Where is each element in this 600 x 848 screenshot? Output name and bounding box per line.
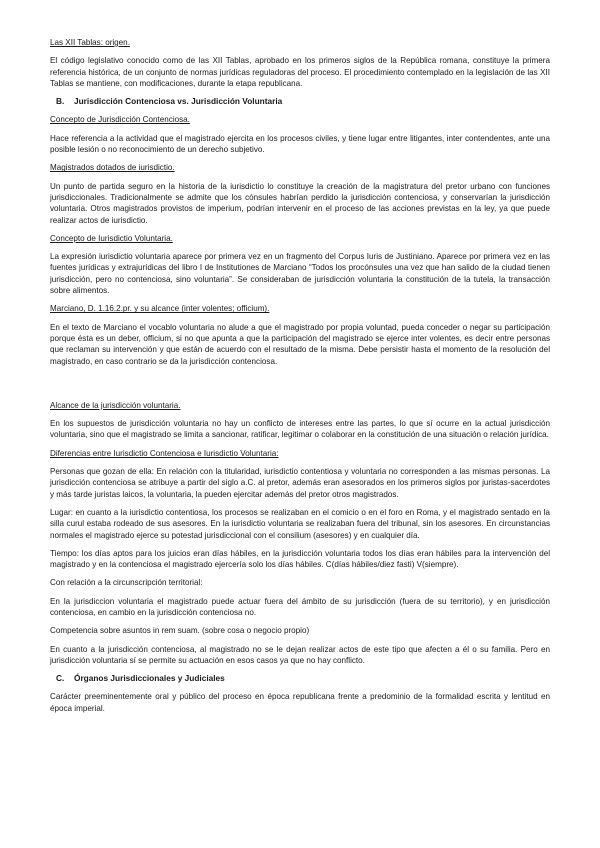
- paragraph: En cuanto a la jurisdicción contenciosa, al magistrado no se le dejan realizar actos de este tipo que afecten a él o su familia. Pero en jurisdicción voluntaria sí se permite su actuación en esos casos ya que no hay conflicto.: [50, 644, 550, 665]
- subsection-title: Magistrados dotados de iurisdictio.: [50, 163, 175, 173]
- section-letter: B.: [56, 96, 65, 107]
- section-heading: [50, 96, 550, 107]
- section-letter: C.: [56, 673, 65, 684]
- paragraph: Personas que gozan de ella: En relación con la titularidad, iurisdictio contentiosa y voluntaria no corresponden a las mismas personas. La jurisdicción contenciosa se atribuye a partir del siglo a.C. al pretor, además eran asesorados en los primeros siglos por juristas-sacerdotes y más tarde juristas laicos, la voluntaria, la pueden ejercitar además del pretor otros magistrados.: [50, 467, 550, 499]
- paragraph: Un punto de partida seguro en la historia de la iurisdictio lo constituye la creación de la magistratura del pretor urbano con funciones jurisdiccionales. Tradicionalmente se admite que los cónsules habrían perdido la jurisdicción contenciosa, y conservarían la jurisdicción voluntaria. Otros magistrados provistos de imperium, podrían intervenir en el proceso de las acciones previstas en la ley, ya que puede realizar actos de iurisdictio.: [50, 181, 550, 225]
- blank-space: [50, 374, 550, 400]
- subsection-title: Concepto de Jurisdicción Contenciosa.: [50, 115, 190, 125]
- paragraph: En los supuestos de jurisdicción voluntaria no hay un conflicto de intereses entre las partes, lo que sí ocurre en la actual jurisdicción voluntaria, sino que el magistrado se limita a sancionar, ratificar, legitimar o colaborar en la constitución de una situación o relación jurídica.: [50, 419, 550, 440]
- subsection-title: Concepto de Iurisdictio Voluntaria.: [50, 233, 173, 243]
- subsection-title: Marciano, D. 1.16.2.pr. y su alcance (inter volentes; officium).: [50, 304, 270, 314]
- paragraph: Competencia sobre asuntos in rem suam. (sobre cosa o negocio propio): [50, 626, 310, 636]
- subsection-title: Alcance de la jurisdicción voluntaria.: [50, 400, 181, 410]
- section-heading-text: Jurisdicción Contenciosa vs. Jurisdicción Voluntaria: [74, 96, 283, 107]
- paragraph: Hace referencia a la actividad que el magistrado ejercita en los procesos civiles, y tiene lugar entre litigantes, inter contendentes, ante una posible lesión o no reconocimiento de un derecho subjetivo.: [50, 133, 550, 155]
- paragraph: Lugar: en cuanto a la iurisdictio contentiosa, los procesos se realizaban en el comicio o en el foro en Roma, y el magistrado sentado en la silla curul estaba rodeado de sus asesores. En la iurisdictio voluntaria se realizaban fuera del tribunal, sin los asesores. En circunstancias normales el magistrado ejerce su potestad jurisdiccional con el consilium (asesores) y en cualquier día.: [50, 507, 550, 540]
- subsection-title: Diferencias entre Iurisdictio Contenciosa e Iurisdictio Voluntaria:: [50, 448, 279, 458]
- paragraph: El código legislativo conocido como de las XII Tablas, aprobado en los primeros siglos de la República romana, constituye la primera referencia histórica, de un conjunto de normas jurídicas reguladoras del proceso. El procedimiento contemplado en la legislación de las XII Tablas se mantiene, con modificaciones, durante la etapa republicana.: [50, 56, 550, 88]
- subsection-title: Las XII Tablas: origen.: [50, 38, 130, 47]
- section-heading-text: Órganos Jurisdiccionales y Judiciales: [74, 673, 225, 684]
- paragraph: En la jurisdiccion voluntaria el magistrado puede actuar fuera del ámbito de su jurisdicción (fuera de su territorio), y en jurisdicción contenciosa, en cambio en la jurisdicción contenciosa no.: [50, 596, 550, 617]
- paragraph: Con relación a la circunscripción territorial:: [50, 578, 203, 588]
- section-heading: [50, 673, 550, 684]
- paragraph: Carácter preeminentemente oral y público del proceso en época republicana frente a predominio de la formalidad escrita y lentitud en época imperial.: [50, 692, 550, 713]
- paragraph: La expresión iurisdictio voluntaria aparece por primera vez en un fragmento del Corpus Iuris de Justiniano. Aparece por primera vez en las fuentes jurídicas y extrajurídicas del libro I de Institutiones de Marciano “Todos los procónsules una vez que han salido de la ciudad tienen jurisdicción, pero no contenciosa, sino voluntaria”. Se consideraban de jurisdicción voluntaria la constitución de la tutela, la transacción sobre alimentos.: [50, 252, 550, 296]
- paragraph: Tiempo: los días aptos para los juicios eran días hábiles, en la jurisdicción voluntaria todos los días eran hábiles para la intervención del magistrado y en la contenciosa el magistrado ejercería solo los días hábiles. C(días hábiles/diez fasti) V(siempre).: [50, 548, 550, 570]
- paragraph: En el texto de Marciano el vocablo voluntaria no alude a que el magistrado por propia voluntad, pueda conceder o negar su participación porque ésta es un deber, officium, si no que apunta a que la participación del magistrado se ejerce inter volentes, es decir entre personas que reclaman su intervención y que están de acuerdo con el resultado de la misma. Debe persistir hasta el momento de la resolución del magistrado, en caso contrario se da la jurisdicción contenciosa.: [50, 322, 550, 366]
